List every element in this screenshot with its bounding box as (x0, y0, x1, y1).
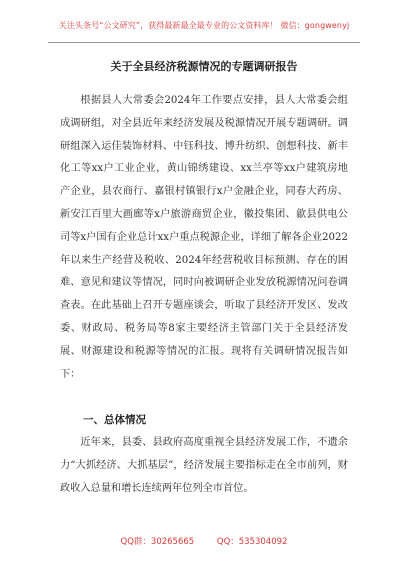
header-divider (48, 42, 360, 43)
header-promo-note: 关注头条号“公文研究”，获得最新最全最专业的公文资料库！ 微信：gongwenyj (58, 21, 350, 30)
section-heading-overview: 一、总体情况 (83, 414, 146, 426)
intro-paragraph: 根据县人大常委会2024年工作要点安排，县人大常委会组成调研组，对全县近年来经济发展及税源情况开展专题调研。调研组深入运佳装饰材料、中钰科技、博升纺织、创想科技、新丰化工等xx户工业企业，黄山锦绣建设、xx兰亭等xx户建筑房地产企业，县农商行、嘉银村镇银行x户金融企业，同春大药房、新安江百里大画廊等x户旅游商贸企业，徽投集团、歙县供电公司等x户国有企业总计xx户重点税源企业，详细了解各企业2022年以来生产经营及税收、2024年经营税收目标预测、存在的困难、意见和建议等情况，同时向被调研企业发放税源情况问卷调查表。在此基础上召开专题座谈会，听取了县经济开发区、发改委、财政局、税务局等8家主要经济主管部门关于全县经济发展、财源建设和税源等情况的汇报。现将有关调研情况报告如下： (60, 95, 348, 380)
overview-paragraph: 近年来，县委、县政府高度重视全县经济发展工作，不遗余力“大抓经济、大抓基层”，经济发展主要指标走在全市前列，财政收入总量和增长连续两年位列全市首位。 (60, 437, 348, 494)
footer-qq: QQ：535304092 (216, 537, 288, 547)
intro-section (60, 90, 348, 386)
footer-contact (0, 535, 408, 547)
footer-qq-group: QQ群：30265665 (120, 537, 195, 547)
overview-section (60, 432, 348, 500)
document-title: 关于全县经济税源情况的专题调研报告 (110, 60, 298, 73)
